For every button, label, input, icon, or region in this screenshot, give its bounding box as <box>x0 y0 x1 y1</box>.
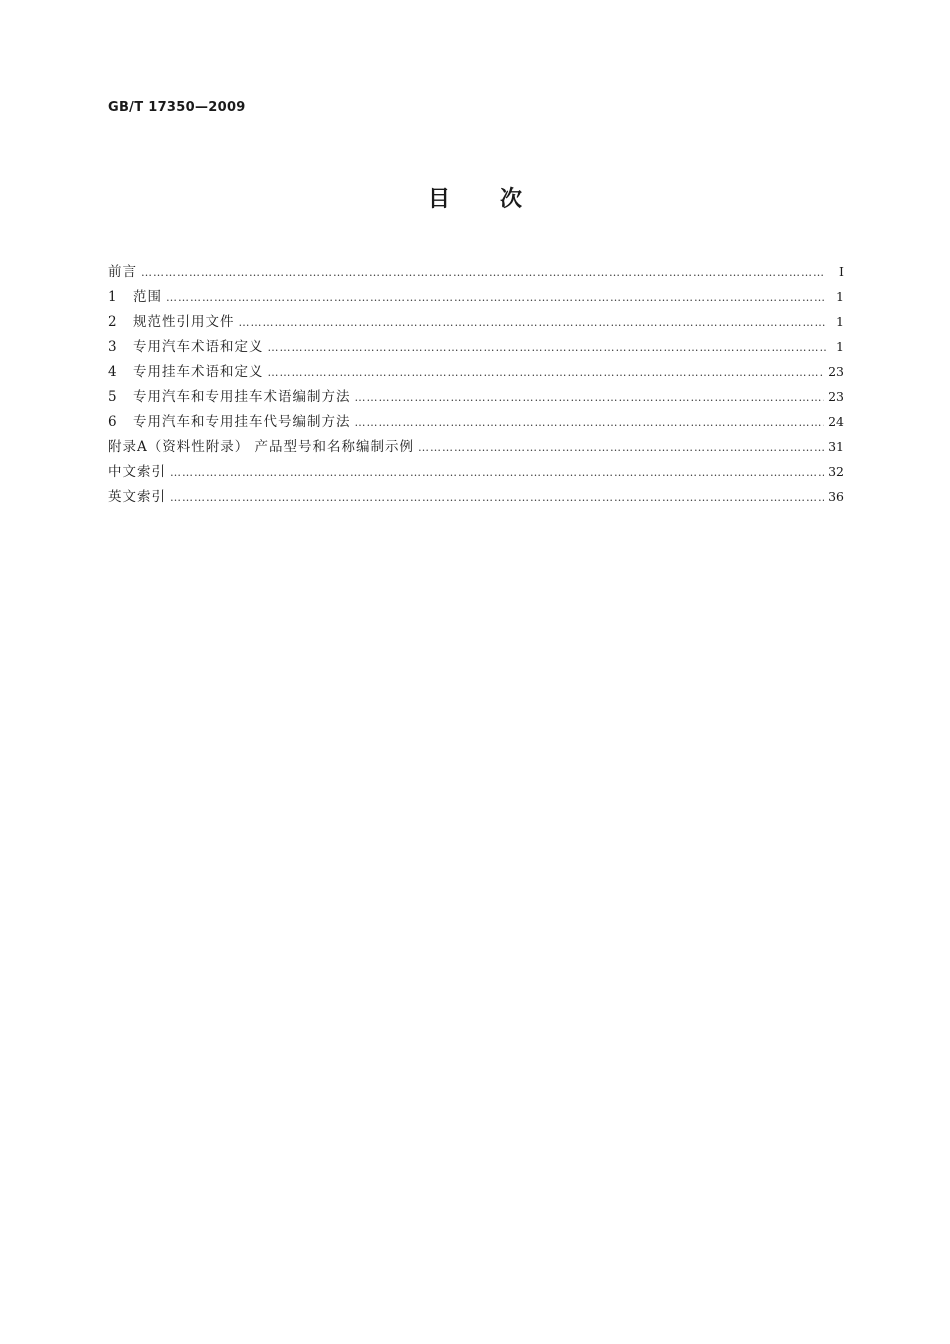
toc-entry-foreword[interactable] <box>108 260 844 285</box>
toc-entry-number: 1 <box>108 289 117 305</box>
toc-leader-dots <box>418 441 824 454</box>
toc-entry-number: 6 <box>108 414 117 430</box>
toc-entry-page: 1 <box>836 314 844 329</box>
toc-entry-page: 31 <box>828 439 844 454</box>
toc-entry-label: 规范性引用文件 <box>133 314 235 330</box>
toc-entry-trailer-terms[interactable] <box>108 360 844 385</box>
toc-entry-label: 专用汽车和专用挂车代号编制方法 <box>133 414 351 430</box>
toc-entry-label: 范围 <box>133 289 162 305</box>
toc-leader-dots <box>239 316 827 329</box>
toc-leader-dots <box>355 391 825 404</box>
toc-leader-dots <box>141 266 826 279</box>
toc-entry-page: Ⅰ <box>839 264 844 279</box>
toc-entry-english-index[interactable] <box>108 485 844 510</box>
toc-title: 目次 <box>427 187 572 212</box>
toc-entry-page: 23 <box>828 389 844 404</box>
toc-entry-normative-references[interactable] <box>108 310 844 335</box>
toc-leader-dots <box>166 291 826 304</box>
toc-entry-number: 3 <box>108 339 117 355</box>
toc-entry-vehicle-terms[interactable] <box>108 335 844 360</box>
standard-code: GB/T 17350—2009 <box>108 100 246 115</box>
toc-entry-label: 专用挂车术语和定义 <box>133 364 264 380</box>
toc-entry-label: 附录A（资料性附录） 产品型号和名称编制示例 <box>108 439 415 455</box>
toc-leader-dots <box>170 491 824 504</box>
toc-entry-label: 专用汽车和专用挂车术语编制方法 <box>133 389 351 405</box>
toc-entry-page: 1 <box>836 289 844 304</box>
toc-entry-number: 5 <box>108 389 117 405</box>
toc-entry-page: 36 <box>828 489 844 504</box>
toc-entry-label: 中文索引 <box>108 464 166 480</box>
toc-entry-number: 2 <box>108 314 117 330</box>
toc-entry-term-methods[interactable] <box>108 385 844 410</box>
toc-entry-page: 32 <box>828 464 844 479</box>
toc-leader-dots <box>355 416 825 429</box>
toc-entry-chinese-index[interactable] <box>108 460 844 485</box>
toc-entry-label: 前言 <box>108 264 137 280</box>
toc-entry-appendix-a[interactable] <box>108 435 844 460</box>
toc-leader-dots <box>268 341 827 354</box>
toc-entry-page: 1 <box>836 339 844 354</box>
toc-entry-number: 4 <box>108 364 117 380</box>
toc-entry-page: 23 <box>828 364 844 379</box>
table-of-contents <box>108 260 844 510</box>
toc-leader-dots <box>268 366 825 379</box>
toc-leader-dots <box>170 466 824 479</box>
toc-entry-page: 24 <box>828 414 844 429</box>
toc-entry-scope[interactable] <box>108 285 844 310</box>
toc-entry-code-methods[interactable] <box>108 410 844 435</box>
toc-entry-label: 专用汽车术语和定义 <box>133 339 264 355</box>
toc-entry-label: 英文索引 <box>108 489 166 505</box>
